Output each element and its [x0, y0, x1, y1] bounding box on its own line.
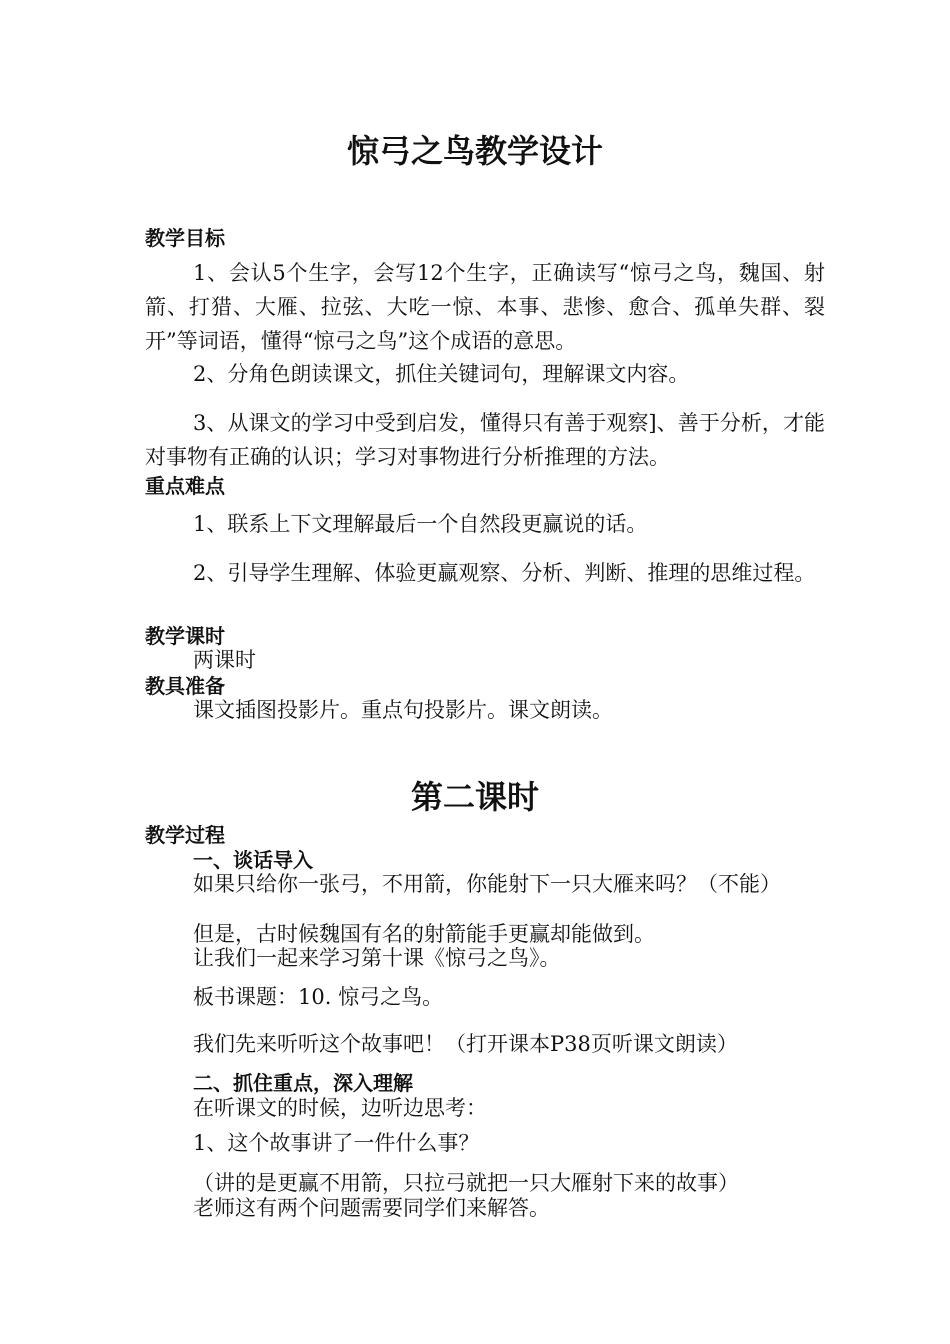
- key-point-item-1: 1、联系上下文理解最后一个自然段更赢说的话。: [193, 512, 648, 536]
- process-heading: 教学过程: [145, 823, 225, 847]
- objective-item-1: 1、会认5个生字，会写12个生字，正确读写“惊弓之鸟，魏国、射箭、打猎、大雁、拉弦、大吃一惊、本事、悲惨、愈合、孤单失群、裂开”等词语，懂得“惊弓之鸟”这个成语的意思。: [145, 261, 825, 353]
- key-points-heading: 重点难点: [145, 474, 225, 498]
- process-paragraph-3: 让我们一起来学习第十课《惊弓之鸟》。: [193, 946, 561, 970]
- step-1-heading: 一、谈话导入: [193, 848, 313, 872]
- materials-heading: 教具准备: [145, 674, 225, 698]
- process-paragraph-6: 在听课文的时候，边听边思考：: [193, 1096, 487, 1120]
- process-paragraph-4: 板书课题：10. 惊弓之鸟。: [193, 985, 444, 1009]
- process-paragraph-5: 我们先来听听这个故事吧！（打开课本P38页听课文朗读）: [193, 1032, 738, 1056]
- class-hours-text: 两课时: [193, 648, 256, 672]
- document-title: 惊弓之鸟教学设计: [346, 132, 603, 170]
- process-paragraph-2: 但是，古时候魏国有名的射箭能手更赢却能做到。: [193, 922, 655, 946]
- objective-item-2: 2、分角色朗读课文，抓住关键词句，理解课文内容。: [193, 362, 690, 386]
- process-paragraph-7: 1、这个故事讲了一件什么事？: [193, 1131, 480, 1155]
- materials-text: 课文插图投影片。重点句投影片。课文朗读。: [193, 698, 613, 722]
- step-2-heading: 二、抓住重点，深入理解: [193, 1071, 413, 1095]
- process-paragraph-1: 如果只给你一张弓，不用箭，你能射下一只大雁来吗？（不能）: [193, 872, 781, 896]
- class-hours-heading: 教学课时: [145, 624, 225, 648]
- objectives-heading: 教学目标: [145, 226, 225, 250]
- key-point-item-2: 2、引导学生理解、体验更赢观察、分析、判断、推理的思维过程。: [193, 561, 816, 585]
- process-paragraph-8: （讲的是更赢不用箭，只拉弓就把一只大雁射下来的故事）: [193, 1171, 739, 1195]
- objective-item-3: 3、从课文的学习中受到启发，懂得只有善于观察]、善于分析，才能对事物有正确的认识；学习对事物进行分析推理的方法。: [145, 411, 825, 469]
- section-title: 第二课时: [410, 778, 539, 816]
- process-paragraph-9: 老师这有两个问题需要同学们来解答。: [193, 1196, 550, 1220]
